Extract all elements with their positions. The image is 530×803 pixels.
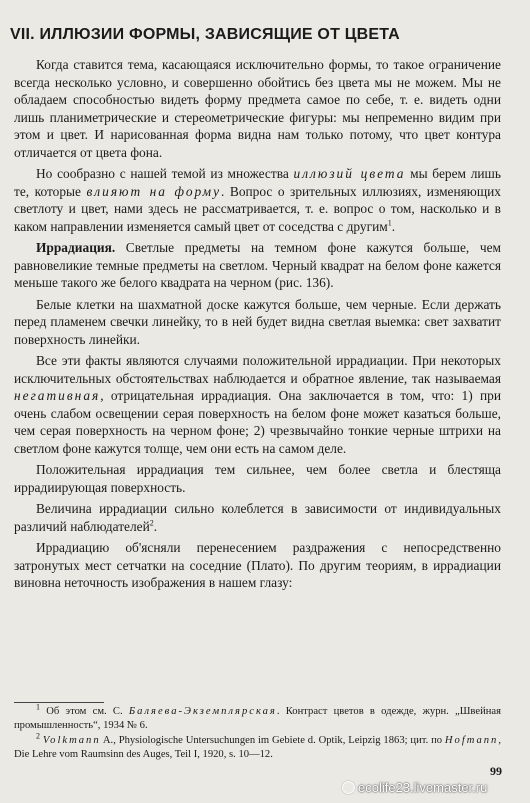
- footnotes: [14, 702, 501, 763]
- paragraph-8: Иррадиацию об'ясняли перенесением раздражения с непосредственно затронутых мест сетчатки на соседние (Плато). По другим теориям, в иррадиации виновна неточность изображения в нашем глазу:: [14, 540, 501, 590]
- paragraph-3: Иррадиация. Светлые предметы на темном фоне кажутся больше, чем равновеликие темные предметы на светлом. Черный квадрат на белом фоне кажется меньше такого же белого квадрата на черном (рис. 136).: [14, 240, 501, 290]
- globe-icon: [342, 781, 355, 794]
- chapter-heading: VII. ИЛЛЮЗИИ ФОРМЫ, ЗАВИСЯЩИЕ ОТ ЦВЕТА: [10, 26, 400, 43]
- footnote-1: $^1$ Об этом см. С. Баляева-Экземплярская. Контраст цветов в одежде, журн. „Швейная промышленность“, 1934 № 6.: [14, 702, 501, 731]
- spaced-text: негативная: [14, 388, 101, 403]
- paragraph-7: Величина иррадиации сильно колеблется в зависимости от индивидуальных различий наблюдателей$^2$.: [14, 501, 501, 534]
- paragraph-5: Все эти факты являются случаями положительной иррадиации. При некоторых исключительных обстоятельствах наблюдается и обратное явление, так называемая негативная, отрицательная иррадиация. Она заключается в том, что: 1) при очень слабом освещении серая поверхность на белом фоне может казаться больше, чем серая поверхность на черном фоне; 2) чрезвычайно тонкие черные штрихи на светлом фоне кажутся толще, чем они есть на самом деле.: [14, 353, 501, 456]
- footnote-divider: [14, 702, 104, 703]
- footnote-ref: 2: [149, 518, 154, 528]
- watermark-text: ecolife23.livemaster.ru: [358, 780, 488, 795]
- paragraph-1: Когда ставится тема, касающаяся исключительно формы, то такое ограничение всегда несколько условно, и совершенно обойтись без цвета мы не можем. Мы не обладаем способностью видеть форму предмета самое по себе, т. е. видеть одни лишь планиметрические и стереометрические фигуры: мы непременно видим при этом и цвет. И нарисованная форма видна нам только потому, что цвет контура отличается от цвета фона.: [14, 57, 501, 160]
- main-text: [14, 56, 501, 596]
- footnote-ref: 1: [387, 218, 392, 228]
- spaced-text: влияют на форму: [86, 183, 222, 199]
- paragraph-4: Белые клетки на шахматной доске кажутся больше, чем черные. Если держать перед пламенем свечки линейку, то в ней будет видна светлая выемка: свет захватит поверхность линейки.: [14, 296, 501, 347]
- footnote-2: $^2$ Volkmann A., Physiologische Untersuchungen im Gebiete d. Optik, Leipzig 1863; цит. по Hofmann, Die Lehre vom Raumsinn des Auges, Teil I, 1920, s. 10—12.: [14, 731, 501, 760]
- spaced-text: иллюзий цвета: [293, 166, 406, 181]
- watermark: [342, 780, 487, 795]
- term-irradiation: Иррадиация.: [36, 240, 116, 255]
- paragraph-2: Но сообразно с нашей темой из множества иллюзий цвета мы берем лишь те, которые влияют на форму. Вопрос о зрительных иллюзиях, изменяющих светлоту и цвет, нами здесь не рассматривается, т. е. вопрос о том, насколько и в каком направлении изменяется самый цвет от соседства с другим$^1$.: [14, 166, 501, 234]
- paragraph-6: Положительная иррадиация тем сильнее, чем более светла и блестяща иррадиирующая поверхность.: [14, 462, 501, 495]
- page-number: 99: [490, 764, 502, 778]
